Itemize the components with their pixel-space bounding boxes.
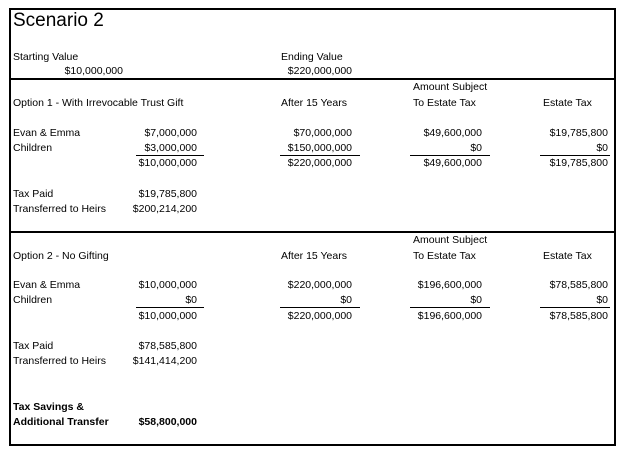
starting-value: $10,000,000 [64,65,123,77]
option1-tax-header: Estate Tax [543,97,592,109]
option2-tax-header: Estate Tax [543,250,592,262]
option2-row-subject: $0 [470,294,482,306]
option1-subject-header-2: To Estate Tax [413,97,476,109]
option1-total-after: $220,000,000 [287,157,352,169]
option1-total-rule [410,155,490,156]
option1-title: Option 1 - With Irrevocable Trust Gift [13,97,184,109]
option2-transferred-label: Transferred to Heirs [13,355,106,367]
starting-value-label: Starting Value [13,51,79,63]
option2-after-header: After 15 Years [281,250,347,262]
option1-row-tax: $19,785,800 [549,127,608,139]
summary-value: $58,800,000 [138,416,197,428]
option1-row-value: $7,000,000 [144,127,197,139]
option2-total-value: $10,000,000 [138,310,197,322]
option1-row-label: Evan & Emma [13,127,81,139]
option2-total-subject: $196,600,000 [417,310,482,322]
option2-total-rule [280,307,360,308]
option2-transferred: $141,414,200 [132,355,197,367]
option1-total-tax: $19,785,800 [549,157,608,169]
option2-title: Option 2 - No Gifting [13,250,109,262]
option2-row-value: $0 [185,294,197,306]
option2-total-rule [540,307,610,308]
option1-total-value: $10,000,000 [138,157,197,169]
section-divider-2 [9,231,614,233]
option1-row-subject: $49,600,000 [423,127,482,139]
ending-value-label: Ending Value [281,51,343,63]
option1-row-after: $70,000,000 [293,127,352,139]
option2-total-tax: $78,585,800 [549,310,608,322]
option1-transferred: $200,214,200 [132,203,197,215]
section-divider-1 [9,78,614,80]
option2-total-after: $220,000,000 [287,310,352,322]
summary-label-line1: Tax Savings & [13,401,84,413]
option2-row-tax: $78,585,800 [549,279,608,291]
option2-row-after: $220,000,000 [287,279,352,291]
option1-tax-paid-label: Tax Paid [13,188,54,200]
scenario-title: Scenario 2 [13,10,104,31]
option2-subject-header-2: To Estate Tax [413,250,476,262]
option1-transferred-label: Transferred to Heirs [13,203,106,215]
option2-total-rule [136,307,204,308]
summary-label-line2: Additional Transfer [13,416,109,428]
option1-row-value: $3,000,000 [144,142,197,154]
option2-subject-header-1: Amount Subject [413,234,488,246]
option2-row-tax: $0 [596,294,608,306]
option1-total-rule [136,155,204,156]
option1-total-rule [280,155,360,156]
option1-tax-paid: $19,785,800 [138,188,197,200]
ending-value: $220,000,000 [287,65,352,77]
option2-tax-paid-label: Tax Paid [13,340,54,352]
option2-tax-paid: $78,585,800 [138,340,197,352]
option1-total-subject: $49,600,000 [423,157,482,169]
option1-row-after: $150,000,000 [287,142,352,154]
option2-row-after: $0 [340,294,352,306]
option1-total-rule [540,155,610,156]
option2-row-label: Children [13,294,53,306]
option2-total-rule [410,307,490,308]
option1-row-tax: $0 [596,142,608,154]
option2-row-value: $10,000,000 [138,279,197,291]
option1-subject-header-1: Amount Subject [413,81,488,93]
option1-after-header: After 15 Years [281,97,347,109]
option2-row-label: Evan & Emma [13,279,81,291]
option2-row-subject: $196,600,000 [417,279,482,291]
option1-row-subject: $0 [470,142,482,154]
option1-row-label: Children [13,142,53,154]
